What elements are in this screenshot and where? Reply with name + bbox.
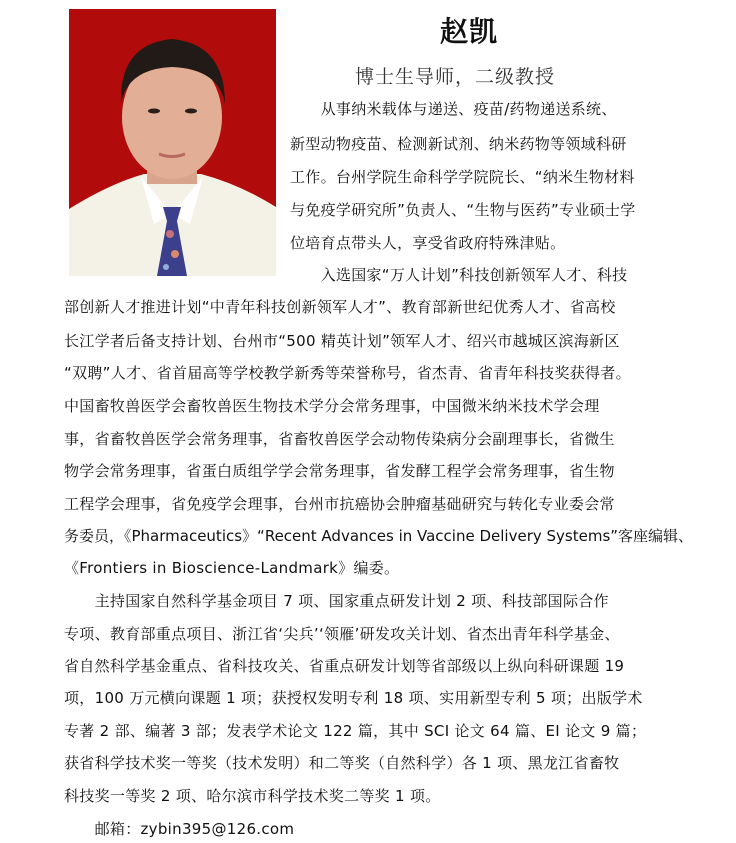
- bio-line: 从事纳米载体与递送、疫苗/药物递送系统、: [290, 100, 617, 118]
- bio-line: 项，100 万元横向课题 1 项；获授权发明专利 18 项、实用新型专利 5 项；出版学术: [64, 689, 643, 707]
- person-title: 博士生导师，二级教授: [355, 66, 556, 88]
- bio-line: 物学会常务理事，省蛋白质组学学会常务理事，省发酵工程学会常务理事，省生物: [64, 462, 615, 480]
- bio-line: 专项、教育部重点项目、浙江省‘尖兵’‘领雁’研发攻关计划、省杰出青年科学基金、: [64, 625, 620, 643]
- bio-line: 主持国家自然科学基金项目 7 项、国家重点研发计划 2 项、科技部国际合作: [64, 592, 609, 610]
- bio-line: 《Frontiers in Bioscience-Landmark》编委。: [64, 559, 400, 577]
- bio-line: “双聘”人才、省首届高等学校教学新秀等荣誉称号，省杰青、省青年科技奖获得者。: [64, 364, 631, 382]
- bio-line: 工程学会理事，省免疫学会理事，台州市抗癌协会肿瘤基础研究与转化专业委会常: [64, 495, 615, 513]
- bio-line: 事，省畜牧兽医学会常务理事，省畜牧兽医学会动物传染病分会副理事长，省微生: [64, 430, 615, 448]
- bio-line: 与免疫学研究所”负责人、“生物与医药”专业硕士学: [290, 201, 636, 219]
- bio-line: 工作。台州学院生命科学学院院长、“纳米生物材料: [290, 168, 635, 186]
- person-name: 赵凯: [440, 15, 499, 48]
- bio-line: 位培育点带头人，享受省政府特殊津贴。: [290, 234, 566, 252]
- bio-line: 科技奖一等奖 2 项、哈尔滨市科学技术奖二等奖 1 项。: [64, 787, 441, 805]
- bio-line: 获省科学技术奖一等奖（技术发明）和二等奖（自然科学）各 1 项、黑龙江省畜牧: [64, 754, 620, 772]
- portrait-illustration: [69, 9, 276, 276]
- bio-line: 长江学者后备支持计划、台州市“500 精英计划”领军人才、绍兴市越城区滨海新区: [64, 332, 620, 350]
- bio-line: 专著 2 部、编著 3 部；发表学术论文 122 篇，其中 SCI 论文 64 篇、EI 论文 9 篇；: [64, 722, 647, 740]
- bio-line: 新型动物疫苗、检测新试剂、纳米药物等领域科研: [290, 135, 627, 153]
- bio-line: 部创新人才推进计划“中青年科技创新领军人才”、教育部新世纪优秀人才、省高校: [64, 298, 616, 316]
- bio-line: 入选国家“万人计划”科技创新领军人才、科技: [290, 266, 628, 284]
- bio-line: 务委员，《Pharmaceutics》“Recent Advances in Vaccine Delivery Systems”客座编辑、: [64, 527, 694, 545]
- email-line: 邮箱：zybin395@126.com: [64, 820, 295, 838]
- bio-line: 中国畜牧兽医学会畜牧兽医生物技术学分会常务理事，中国微米纳米技术学会理: [64, 397, 600, 415]
- portrait-photo: [69, 9, 276, 276]
- bio-line: 省自然科学基金重点、省科技攻关、省重点研发计划等省部级以上纵向科研课题 19: [64, 657, 625, 675]
